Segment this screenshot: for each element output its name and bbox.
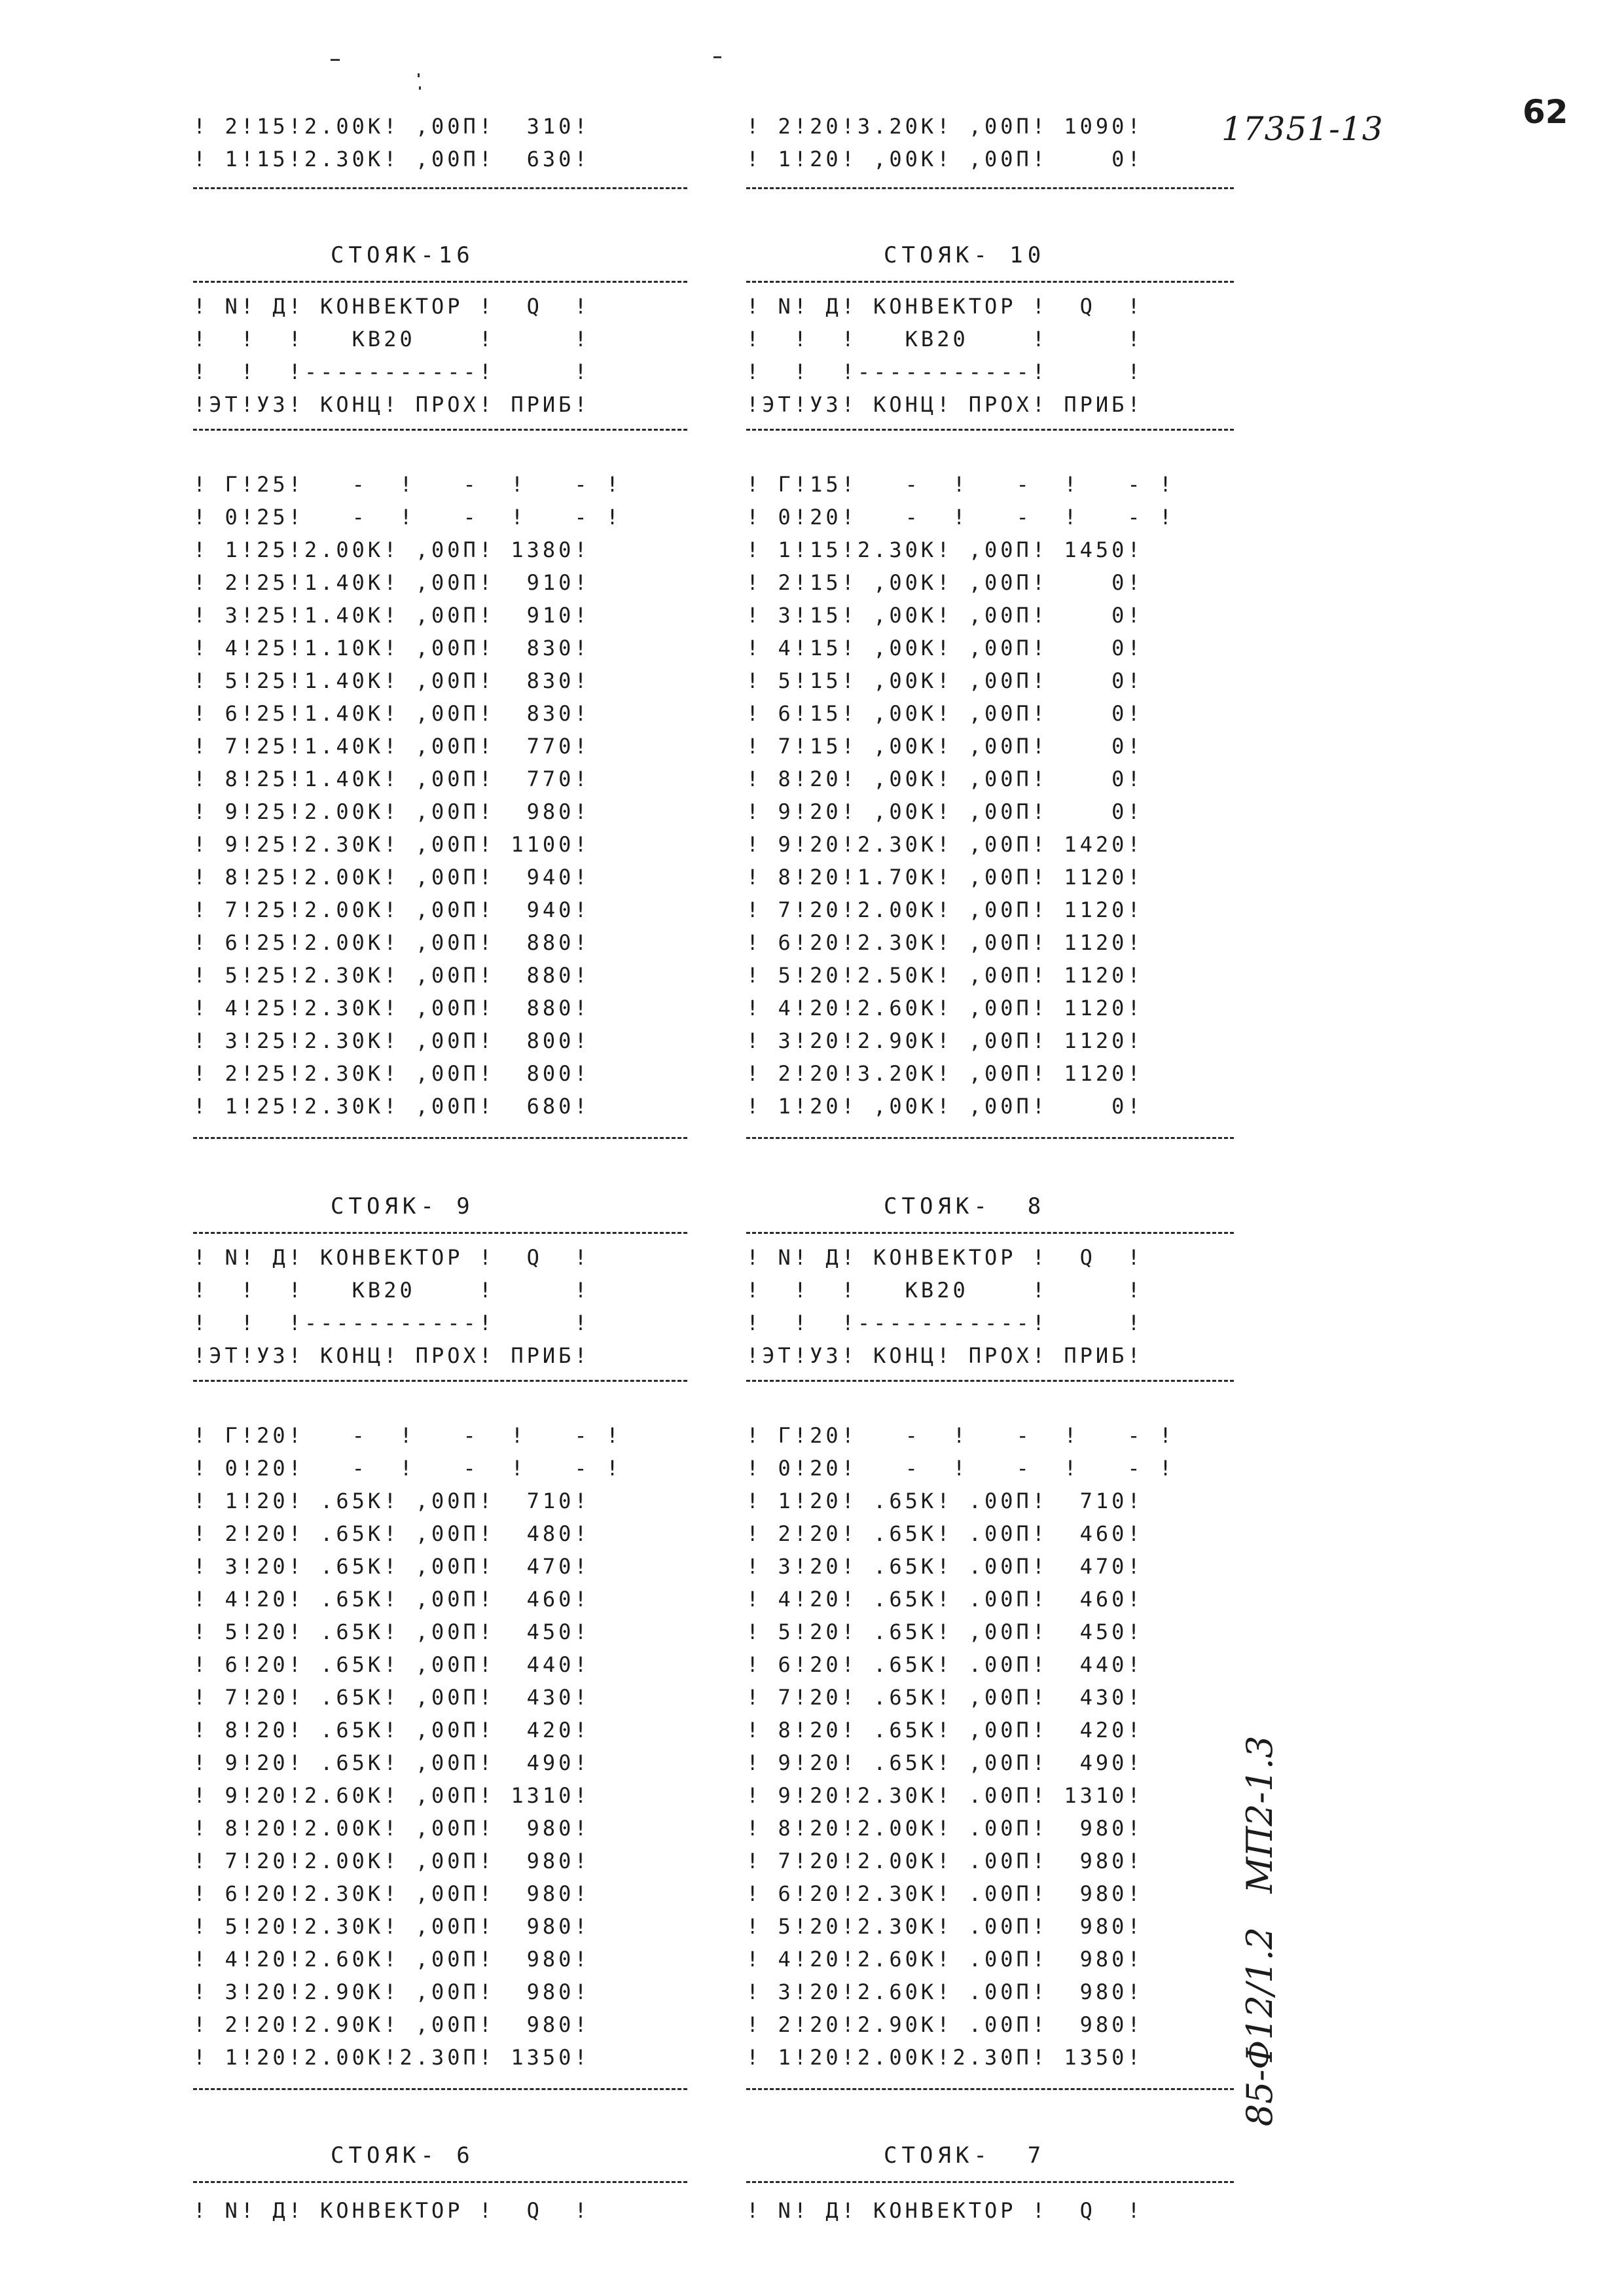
table-header-row: ! ! ! КВ20 ! ! bbox=[193, 327, 590, 352]
table-row: ! 6!20! .65K! .00П! 440! bbox=[746, 1652, 1144, 1677]
divider bbox=[746, 187, 1234, 189]
table-row: ! 6!25!2.00K! ,00П! 880! bbox=[193, 930, 590, 955]
table-header-row: ! N! Д! КОНВЕКТОР ! Q ! bbox=[746, 2198, 1144, 2223]
table-row: ! 5!15! ,00K! ,00П! 0! bbox=[746, 668, 1144, 693]
table-row: ! 9!25!2.30K! ,00П! 1100! bbox=[193, 832, 590, 857]
scan-mark bbox=[331, 59, 340, 61]
table-title: СТОЯК- 10 bbox=[884, 242, 1046, 268]
table-row: ! Г!20! - ! - ! - ! bbox=[746, 1423, 1176, 1448]
table-row: ! 4!20! .65K! .00П! 460! bbox=[746, 1587, 1144, 1612]
divider bbox=[193, 2181, 687, 2183]
table-row: ! 0!25! - ! - ! - ! bbox=[193, 505, 623, 530]
table-row: ! 1!15!2.30K! ,00П! 1450! bbox=[746, 537, 1144, 562]
table-header-row: ! N! Д! КОНВЕКТОР ! Q ! bbox=[193, 1245, 590, 1270]
table-row: ! 3!20!2.90K! ,00П! 1120! bbox=[746, 1028, 1144, 1053]
stoyak-table bbox=[746, 239, 1244, 1155]
table-header-row: ! N! Д! КОНВЕКТОР ! Q ! bbox=[193, 2198, 590, 2223]
table-header-row: ! ! !-----------! ! bbox=[746, 1310, 1144, 1335]
divider bbox=[746, 2181, 1234, 2183]
table-header-row: !ЭТ!УЗ! КОНЦ! ПРОХ! ПРИБ! bbox=[746, 392, 1144, 417]
table-row: ! 2!25!2.30K! ,00П! 800! bbox=[193, 1061, 590, 1086]
table-row: ! 8!20!2.00K! ,00П! 980! bbox=[193, 1816, 590, 1841]
table-row: ! 2!25!1.40K! ,00П! 910! bbox=[193, 570, 590, 595]
table-row: ! 8!20!1.70K! ,00П! 1120! bbox=[746, 865, 1144, 890]
table-row: ! 5!25!2.30K! ,00П! 880! bbox=[193, 963, 590, 988]
table-row: ! 0!20! - ! - ! - ! bbox=[193, 1456, 623, 1481]
table-row: ! 8!20! .65K! ,00П! 420! bbox=[746, 1718, 1144, 1742]
table-row: ! 6!25!1.40K! ,00П! 830! bbox=[193, 701, 590, 726]
table-row: ! 2!20!2.90K! ,00П! 980! bbox=[193, 2012, 590, 2037]
table-row: ! 2!20!2.90K! .00П! 980! bbox=[746, 2012, 1144, 2037]
table-row: ! 4!20!2.60K! .00П! 980! bbox=[746, 1947, 1144, 1972]
divider bbox=[193, 2088, 687, 2090]
table-header-row: ! ! ! КВ20 ! ! bbox=[193, 1278, 590, 1303]
table-row: ! 9!20! .65K! ,00П! 490! bbox=[193, 1750, 590, 1775]
table-header-row: ! ! !-----------! ! bbox=[193, 359, 590, 384]
table-row: ! Г!25! - ! - ! - ! bbox=[193, 472, 623, 497]
table-row: ! 7!20! .65K! ,00П! 430! bbox=[193, 1685, 590, 1710]
stoyak-table-partial bbox=[193, 2139, 691, 2270]
top-fragment-left bbox=[193, 110, 691, 202]
side-designation-stamp: 85-Ф12/1.2 МП2-1.3 bbox=[1239, 1735, 1280, 2127]
table-row: ! 7!20!2.00K! ,00П! 1120! bbox=[746, 897, 1144, 922]
table-row: ! 4!25!2.30K! ,00П! 880! bbox=[193, 996, 590, 1020]
table-row: ! 2!15!2.00K! ,00П! 310! bbox=[193, 114, 590, 139]
table-row: ! 5!20! .65K! ,00П! 450! bbox=[746, 1619, 1144, 1644]
table-header-row: !ЭТ!УЗ! КОНЦ! ПРОХ! ПРИБ! bbox=[746, 1343, 1144, 1368]
divider bbox=[193, 187, 687, 189]
table-row: ! 2!20! .65K! ,00П! 480! bbox=[193, 1521, 590, 1546]
table-row: ! 7!20!2.00K! ,00П! 980! bbox=[193, 1849, 590, 1873]
table-row: ! 0!20! - ! - ! - ! bbox=[746, 1456, 1176, 1481]
document-number-stamp: 17351-13 bbox=[1221, 110, 1384, 148]
divider bbox=[193, 281, 687, 283]
divider bbox=[746, 281, 1234, 283]
table-row: ! 1!20! .65K! .00П! 710! bbox=[746, 1489, 1144, 1513]
table-row: ! 2!20!3.20K! ,00П! 1090! bbox=[746, 114, 1144, 139]
table-header-row: ! ! !-----------! ! bbox=[746, 359, 1144, 384]
table-row: ! 3!20! .65K! ,00П! 470! bbox=[193, 1554, 590, 1579]
table-header-row: ! ! ! КВ20 ! ! bbox=[746, 1278, 1144, 1303]
table-row: ! 5!20!2.30K! ,00П! 980! bbox=[193, 1914, 590, 1939]
table-row: ! 1!20! .65K! ,00П! 710! bbox=[193, 1489, 590, 1513]
scan-mark bbox=[419, 86, 421, 90]
table-title: СТОЯК- 7 bbox=[884, 2142, 1046, 2169]
table-row: ! Г!15! - ! - ! - ! bbox=[746, 472, 1176, 497]
table-row: ! 6!20! .65K! ,00П! 440! bbox=[193, 1652, 590, 1677]
table-header-row: ! ! !-----------! ! bbox=[193, 1310, 590, 1335]
stoyak-table bbox=[193, 1190, 691, 2106]
table-row: ! 9!20! ,00K! ,00П! 0! bbox=[746, 799, 1144, 824]
scan-mark bbox=[713, 56, 721, 58]
table-row: ! 8!25!2.00K! ,00П! 940! bbox=[193, 865, 590, 890]
table-row: ! 8!20!2.00K! .00П! 980! bbox=[746, 1816, 1144, 1841]
divider bbox=[746, 1137, 1234, 1139]
table-row: ! 7!20! .65K! ,00П! 430! bbox=[746, 1685, 1144, 1710]
table-row: ! 4!20!2.60K! ,00П! 980! bbox=[193, 1947, 590, 1972]
stoyak-table bbox=[193, 239, 691, 1155]
table-header-row: ! N! Д! КОНВЕКТОР ! Q ! bbox=[746, 1245, 1144, 1270]
divider bbox=[746, 2088, 1234, 2090]
table-row: ! 3!20! .65K! .00П! 470! bbox=[746, 1554, 1144, 1579]
table-row: ! 6!20!2.30K! .00П! 980! bbox=[746, 1881, 1144, 1906]
table-row: ! 2!20!3.20K! ,00П! 1120! bbox=[746, 1061, 1144, 1086]
table-title: СТОЯК- 6 bbox=[331, 2142, 475, 2169]
table-row: ! 1!25!2.30K! ,00П! 680! bbox=[193, 1094, 590, 1119]
table-header-row: ! N! Д! КОНВЕКТОР ! Q ! bbox=[746, 294, 1144, 319]
divider bbox=[746, 1232, 1234, 1234]
table-row: ! 3!25!2.30K! ,00П! 800! bbox=[193, 1028, 590, 1053]
scan-mark bbox=[418, 73, 420, 77]
table-row: ! 3!25!1.40K! ,00П! 910! bbox=[193, 603, 590, 628]
page-number: 62 bbox=[1523, 93, 1568, 131]
table-row: ! 6!15! ,00K! ,00П! 0! bbox=[746, 701, 1144, 726]
divider bbox=[746, 1380, 1234, 1382]
stoyak-table-partial bbox=[746, 2139, 1244, 2270]
table-row: ! 1!25!2.00K! ,00П! 1380! bbox=[193, 537, 590, 562]
table-title: СТОЯК- 9 bbox=[331, 1193, 475, 1219]
divider bbox=[193, 1232, 687, 1234]
table-row: ! 5!20!2.50K! ,00П! 1120! bbox=[746, 963, 1144, 988]
table-row: ! 1!20! ,00K! ,00П! 0! bbox=[746, 147, 1144, 172]
table-row: ! 4!25!1.10K! ,00П! 830! bbox=[193, 636, 590, 660]
divider bbox=[746, 429, 1234, 431]
table-row: ! 1!15!2.30K! ,00П! 630! bbox=[193, 147, 590, 172]
table-row: ! 2!20! .65K! .00П! 460! bbox=[746, 1521, 1144, 1546]
table-header-row: !ЭТ!УЗ! КОНЦ! ПРОХ! ПРИБ! bbox=[193, 392, 590, 417]
table-row: ! 3!15! ,00K! ,00П! 0! bbox=[746, 603, 1144, 628]
table-row: ! 8!25!1.40K! ,00П! 770! bbox=[193, 767, 590, 791]
table-row: ! 1!20!2.00K!2.30П! 1350! bbox=[746, 2045, 1144, 2070]
table-row: ! 8!20! .65K! ,00П! 420! bbox=[193, 1718, 590, 1742]
divider bbox=[193, 429, 687, 431]
table-row: ! 7!20!2.00K! .00П! 980! bbox=[746, 1849, 1144, 1873]
table-row: ! 1!20! ,00K! ,00П! 0! bbox=[746, 1094, 1144, 1119]
table-row: ! 9!20!2.30K! ,00П! 1420! bbox=[746, 832, 1144, 857]
table-row: ! 7!25!2.00K! ,00П! 940! bbox=[193, 897, 590, 922]
table-row: ! 9!20!2.30K! .00П! 1310! bbox=[746, 1783, 1144, 1808]
table-row: ! 5!20!2.30K! .00П! 980! bbox=[746, 1914, 1144, 1939]
table-row: ! 5!20! .65K! ,00П! 450! bbox=[193, 1619, 590, 1644]
stoyak-table bbox=[746, 1190, 1244, 2106]
table-row: ! 5!25!1.40K! ,00П! 830! bbox=[193, 668, 590, 693]
table-row: ! 0!20! - ! - ! - ! bbox=[746, 505, 1176, 530]
table-header-row: ! N! Д! КОНВЕКТОР ! Q ! bbox=[193, 294, 590, 319]
table-row: ! 7!25!1.40K! ,00П! 770! bbox=[193, 734, 590, 759]
table-row: ! 4!20!2.60K! ,00П! 1120! bbox=[746, 996, 1144, 1020]
table-row: ! 9!20!2.60K! ,00П! 1310! bbox=[193, 1783, 590, 1808]
table-row: ! 4!20! .65K! ,00П! 460! bbox=[193, 1587, 590, 1612]
table-row: ! 8!20! ,00K! ,00П! 0! bbox=[746, 767, 1144, 791]
table-row: ! 9!25!2.00K! ,00П! 980! bbox=[193, 799, 590, 824]
table-title: СТОЯК- 8 bbox=[884, 1193, 1046, 1219]
table-row: ! 4!15! ,00K! ,00П! 0! bbox=[746, 636, 1144, 660]
table-row: ! 6!20!2.30K! ,00П! 1120! bbox=[746, 930, 1144, 955]
table-row: ! 3!20!2.60K! .00П! 980! bbox=[746, 1979, 1144, 2004]
table-header-row: !ЭТ!УЗ! КОНЦ! ПРОХ! ПРИБ! bbox=[193, 1343, 590, 1368]
table-row: ! 1!20!2.00K!2.30П! 1350! bbox=[193, 2045, 590, 2070]
table-row: ! Г!20! - ! - ! - ! bbox=[193, 1423, 623, 1448]
table-row: ! 7!15! ,00K! ,00П! 0! bbox=[746, 734, 1144, 759]
top-fragment-right bbox=[746, 110, 1244, 202]
table-row: ! 9!20! .65K! ,00П! 490! bbox=[746, 1750, 1144, 1775]
table-row: ! 3!20!2.90K! ,00П! 980! bbox=[193, 1979, 590, 2004]
table-row: ! 6!20!2.30K! ,00П! 980! bbox=[193, 1881, 590, 1906]
divider bbox=[193, 1380, 687, 1382]
divider bbox=[193, 1137, 687, 1139]
table-title: СТОЯК-16 bbox=[331, 242, 475, 268]
table-row: ! 2!15! ,00K! ,00П! 0! bbox=[746, 570, 1144, 595]
table-header-row: ! ! ! КВ20 ! ! bbox=[746, 327, 1144, 352]
